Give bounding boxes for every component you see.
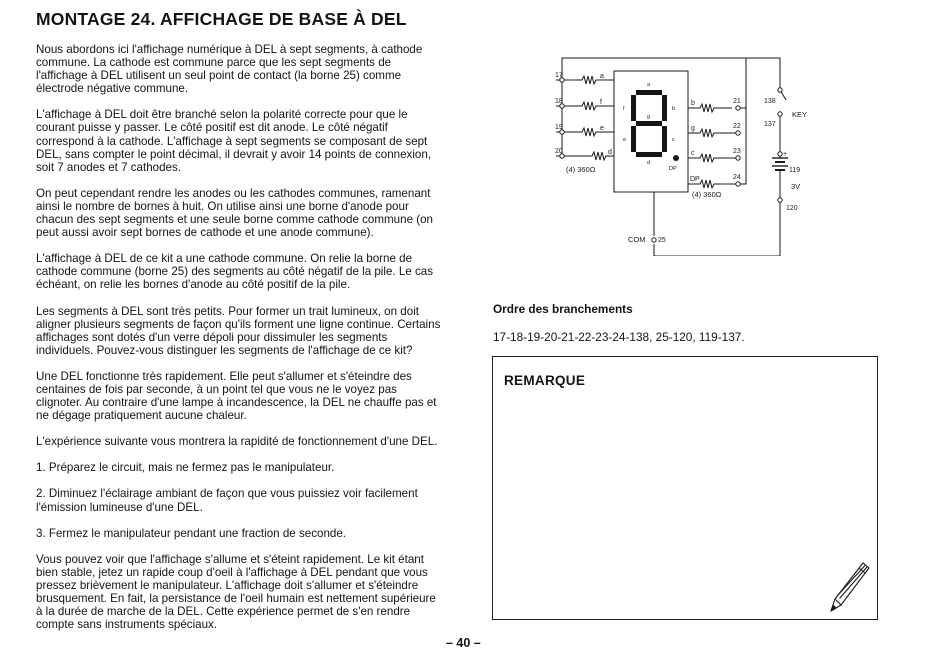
terminal-label: 22 [733,123,741,130]
body-text [36,43,442,640]
terminal-label: 21 [733,98,741,105]
key-label: KEY [792,110,808,119]
circuit-diagram [552,44,824,256]
display-segment-label: b [672,106,676,112]
terminal-label: 24 [733,174,741,181]
terminal-label: 20 [555,148,563,155]
step-1: 1. Préparez le circuit, mais ne fermez pas le manipulateur. [36,461,335,475]
paragraph: Nous abordons ici l'affichage numérique à DEL à sept segments, à cathode commune. La cathode est commune parce que les sept segments de l'affichage à DEL utilisent un seul point de contact (la borne 25) comme électrode négative commune. [36,43,423,96]
segment-label: b [691,100,695,107]
step-3: 3. Fermez le manipulateur pendant une fraction de seconde. [36,526,347,540]
segment-dp [673,155,679,161]
display-segment-label: d [647,160,651,166]
paragraph: Les segments à DEL sont très petits. Pour former un trait lumineux, on doit aligner plusieurs segments de façon qu'ils forment une ligne continue. Certains affichages sont dotés d'un verre dépoli pour dissimuler les segments individuels. Pouvez-vous distinguer les segments de l'affichage de ce kit? [36,304,441,357]
display-segment-label: e [623,137,627,143]
terminal-label: 119 [789,167,801,174]
paragraph: L'expérience suivante vous montrera la rapidité de fonctionnement d'une DEL. [36,435,438,449]
display-segment-label: DP [669,166,677,172]
segment-label: a [600,73,604,80]
segment-e [631,126,636,152]
segment-label: d [608,149,612,156]
seven-segment-display [631,90,679,161]
paragraph: On peut cependant rendre les anodes ou les cathodes communes, ramenant ainsi le nombre de bornes à huit. On utilise ainsi une borne d'anode pour chacun des sept segments et une seule borne comme cathode commune (on peut aussi avoir sept bornes de cathode et une anode commune). [36,186,433,240]
step-2: 2. Diminuez l'éclairage ambiant de façon que vous puissiez voir facilement l'émission lumineuse d'une DEL. [36,487,418,514]
order-sequence: 17-18-19-20-21-22-23-24-138, 25-120, 119-137. [493,330,745,344]
paragraph: Vous pouvez voir que l'affichage s'allume et s'éteint rapidement. Le kit étant bien stable, jetez un rapide coup d'oeil à l'affichage à DEL pendant que vous pressez brièvement le manipulateur. L'affichage doit s'allumer et s'éteindre brusquement. En fait, la persistance de l'oeil humain est nettement supérieure à la durée de marche de la DEL. Cette expérience permet de s'en rendre compte sans instruments spéciaux. [36,552,436,632]
display-segment-label: f [623,106,625,112]
battery-voltage-label: 3V [791,182,801,191]
circuit-schematic [552,44,824,256]
order-heading: Ordre des branchements [493,302,633,316]
resistor-label: (4) 360Ω [566,165,596,174]
segment-label: c [691,150,695,157]
page-number: – 40 – [446,636,481,650]
resistor-label: (4) 360Ω [692,190,722,199]
pencil-icon [825,555,871,615]
segment-a [636,90,662,95]
paragraph: L'affichage à DEL doit être branché selon la polarité correcte pour que le courant puisse y passer. Le côté positif est dit anode. Le côté négatif correspond à la cathode. L'affichage à sept segments se composant de sept DEL, sans compter le point décimal, il devrait y avoir 14 points de connexion, soit 7 anodes et 7 cathodes. [36,108,432,174]
terminal-label: 25 [658,237,666,244]
terminal-label: 120 [786,205,798,212]
paragraph: Une DEL fonctionne très rapidement. Elle peut s'allumer et s'éteindre des centaines de fois par seconde, à un point tel que vous ne le voyez pas clignoter. Au contraire d'une lampe à incandescence, la DEL ne chauffe pas et ne dégage pratiquement aucune chaleur. [36,369,437,423]
page-title: MONTAGE 24. AFFICHAGE DE BASE À DEL [36,9,407,29]
paragraph: L'affichage à DEL de ce kit a une cathode commune. On relie la borne de cathode commune (borne 25) des segments au côté négatif de la pile. Le cas échéant, on relie les bornes d'anode au côté positif de la pile. [36,252,434,292]
terminal-label: 137 [764,121,776,128]
segment-label: g [691,125,695,132]
segment-g [636,121,662,126]
terminal-label: 18 [555,98,563,105]
segment-label: e [600,125,604,132]
display-segment-label: a [647,82,651,88]
segment-label: DP [690,176,700,183]
segment-d [636,152,662,157]
segment-label: f [600,99,602,106]
remarque-title: REMARQUE [504,373,586,388]
segment-c [662,126,667,152]
terminal-label: 138 [764,98,776,105]
terminal-label: 17 [555,72,563,79]
remarque-box [492,356,878,620]
terminal-label: 19 [555,124,563,131]
terminal-label: 23 [733,148,741,155]
com-label: COM [628,235,646,244]
segment-f [631,95,636,121]
display-segment-label: c [672,137,675,143]
battery-plus-label: + [783,151,788,158]
segment-b [662,95,667,121]
display-segment-label: g [647,114,651,120]
